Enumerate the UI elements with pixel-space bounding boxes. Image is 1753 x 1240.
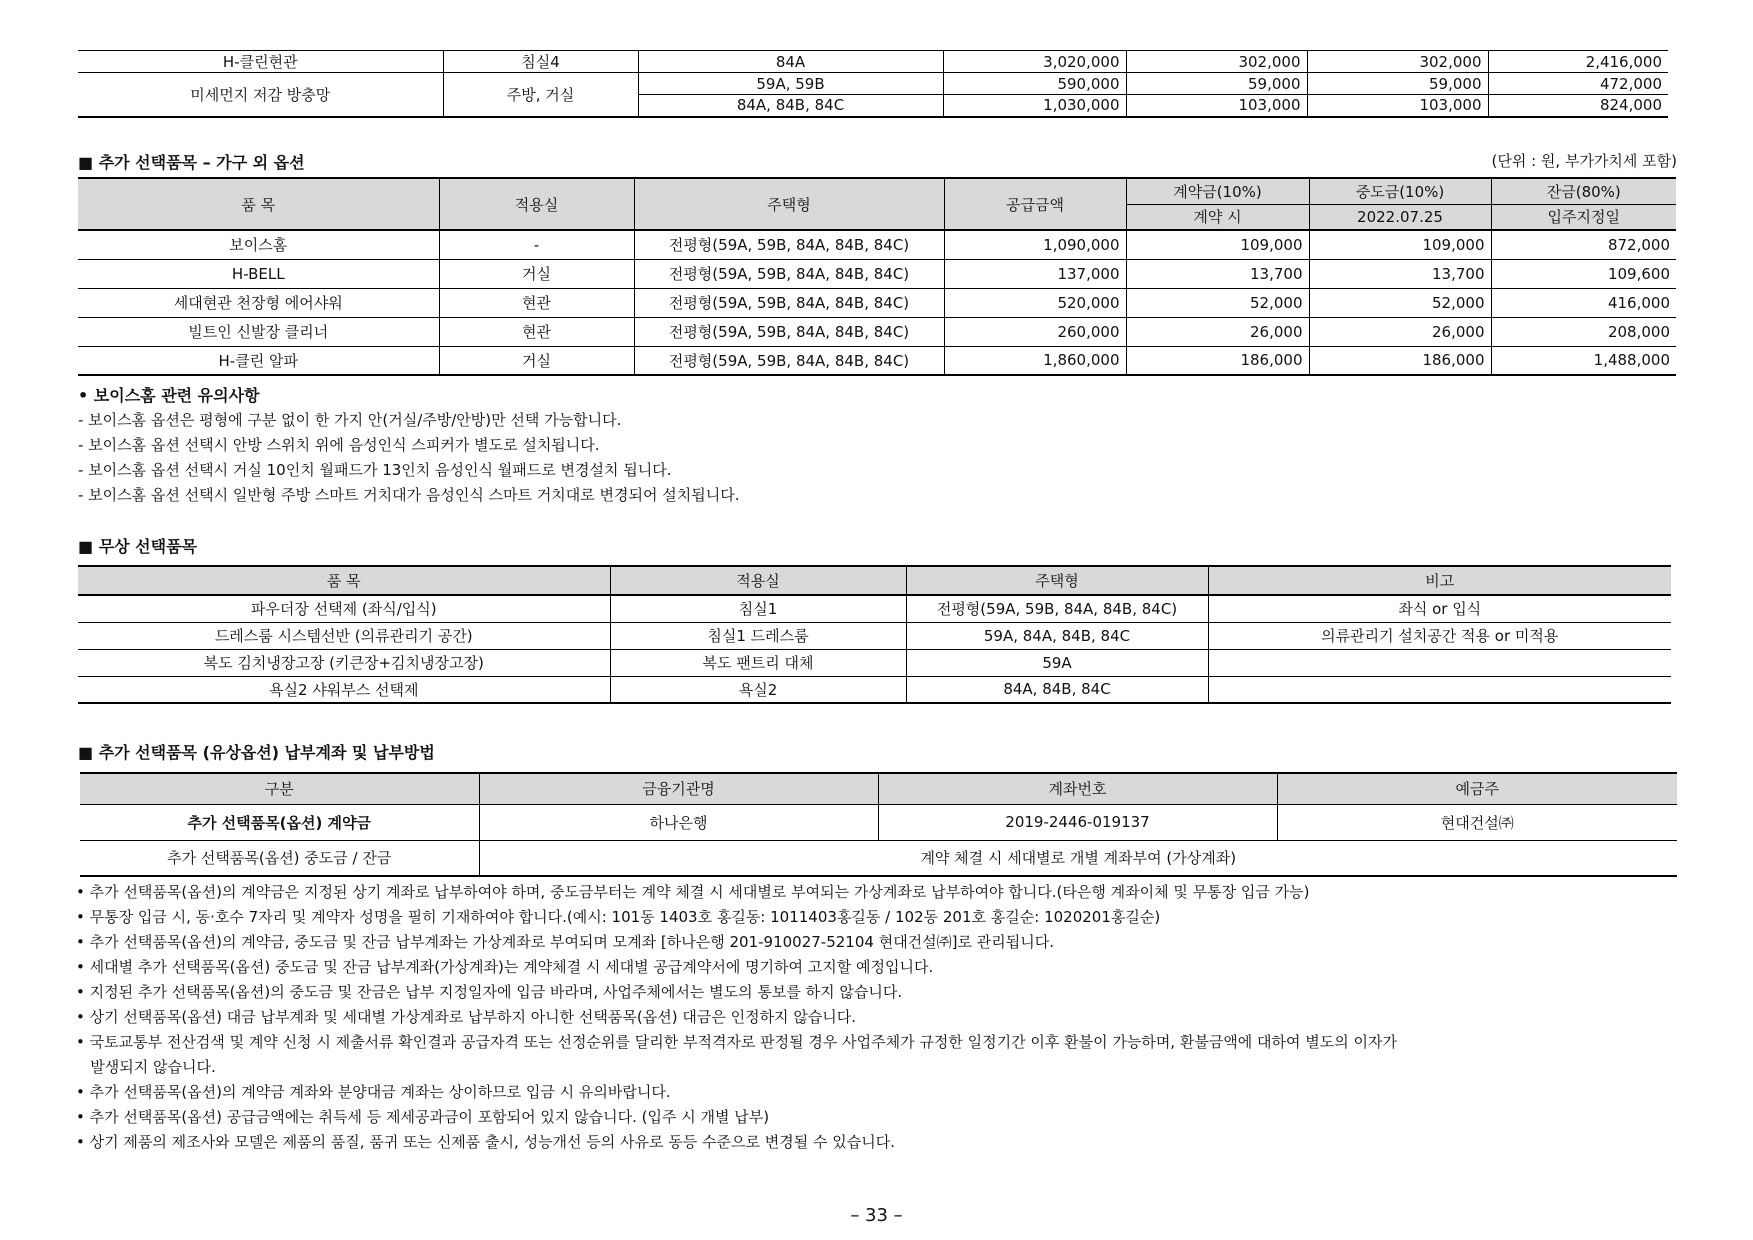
bullet-note: • 세대별 추가 선택품목(옵션) 중도금 및 잔금 납부계좌(가상계좌)는 계약체결 시 세대별 공급계약서에 명기하여 고지할 예정입니다. xyxy=(76,958,934,976)
middle-payment: 13,700 xyxy=(1309,259,1491,288)
unit-type: 전평형(59A, 59B, 84A, 84B, 84C) xyxy=(906,595,1208,622)
col-header-type: 주택형 xyxy=(634,178,944,230)
col-header-bank: 금융기관명 xyxy=(479,773,878,804)
note: 좌식 or 입식 xyxy=(1398,600,1482,619)
option-price-table-continued xyxy=(78,50,1668,118)
note xyxy=(1208,649,1671,676)
deposit: 52,000 xyxy=(1126,288,1309,317)
col-header-note: 비고 xyxy=(1208,566,1671,595)
table-row xyxy=(78,649,1671,676)
room: 거실 xyxy=(439,259,634,288)
section-title-extra-options: ■ 추가 선택품목 – 가구 외 옵션 xyxy=(78,153,305,172)
unit-type: 전평형(59A, 59B, 84A, 84B, 84C) xyxy=(634,259,944,288)
supply-price: 520,000 xyxy=(944,288,1126,317)
room: 침실1 xyxy=(610,595,906,622)
account-number: 2019-2446-019137 xyxy=(878,804,1277,840)
free-options-table xyxy=(78,565,1671,704)
room: 주방, 거실 xyxy=(443,73,638,117)
unit-type: 전평형(59A, 59B, 84A, 84B, 84C) xyxy=(634,346,944,375)
unit-type: 59A, 59B xyxy=(638,73,943,95)
bullet-note: • 상기 제품의 제조사와 모델은 제품의 품질, 품귀 또는 신제품 출시, 성능개선 등의 사유로 동등 수준으로 변경될 수 있습니다. xyxy=(76,1133,895,1151)
unit-type: 전평형(59A, 59B, 84A, 84B, 84C) xyxy=(634,230,944,259)
middle-payment: 302,000 xyxy=(1307,51,1488,73)
col-header-category: 구분 xyxy=(80,773,479,804)
balance: 109,600 xyxy=(1607,264,1670,283)
room: 현관 xyxy=(439,288,634,317)
deposit: 302,000 xyxy=(1126,51,1307,73)
item-name: 세대현관 천장형 에어샤워 xyxy=(78,288,439,317)
table-row xyxy=(78,317,1676,346)
room: 욕실2 xyxy=(610,676,906,703)
item-name: 빌트인 신발장 클리너 xyxy=(78,317,439,346)
table-row xyxy=(78,622,1671,649)
unit-type: 59A, 84A, 84B, 84C xyxy=(906,622,1208,649)
table-row xyxy=(78,595,1671,622)
bullet-note: • 추가 선택품목(옵션)의 계약금 계좌와 분양대금 계좌는 상이하므로 입금 시 유의바랍니다. xyxy=(76,1083,671,1101)
middle-payment: 59,000 xyxy=(1307,73,1488,95)
bullet-note: • 추가 선택품목(옵션)의 계약금은 지정된 상기 계좌로 납부하여야 하며, 중도금부터는 계약 체결 시 세대별로 부여되는 가상계좌로 납부하여야 합니다.(타은행 계좌이체 및 무통장 입금 가능) xyxy=(76,883,1310,901)
supply-price: 590,000 xyxy=(943,73,1126,95)
table-row xyxy=(78,346,1676,375)
col-header-room: 적용실 xyxy=(439,178,634,230)
unit-type: 84A xyxy=(638,51,943,73)
balance: 208,000 xyxy=(1607,322,1670,341)
unit-type: 전평형(59A, 59B, 84A, 84B, 84C) xyxy=(634,288,944,317)
middle-balance-category: 추가 선택품목(옵션) 중도금 / 잔금 xyxy=(80,840,479,876)
col-subheader-middle: 2022.07.25 xyxy=(1309,204,1491,230)
balance: 872,000 xyxy=(1607,235,1670,254)
middle-payment: 186,000 xyxy=(1309,346,1491,375)
balance: 824,000 xyxy=(1599,96,1662,115)
bullet-note: • 지정된 추가 선택품목(옵션)의 중도금 및 잔금은 납부 지정일자에 입금 바라며, 사업주체에서는 별도의 통보를 하지 않습니다. xyxy=(76,983,903,1001)
col-header-holder: 예금주 xyxy=(1277,773,1677,804)
middle-payment: 52,000 xyxy=(1309,288,1491,317)
voicehome-notes xyxy=(78,383,740,508)
table-row xyxy=(78,676,1671,703)
col-header-item: 품 목 xyxy=(78,566,610,595)
section-title-free-options: ■ 무상 선택품목 xyxy=(78,537,197,556)
supply-price: 137,000 xyxy=(944,259,1126,288)
deposit: 13,700 xyxy=(1126,259,1309,288)
middle-payment: 103,000 xyxy=(1307,95,1488,117)
col-header-deposit: 계약금(10%) xyxy=(1126,178,1309,204)
room: 거실 xyxy=(439,346,634,375)
table-header-row xyxy=(78,566,1671,595)
col-subheader-balance: 입주지정일 xyxy=(1491,204,1676,230)
room: 현관 xyxy=(439,317,634,346)
payment-account-table xyxy=(80,772,1677,877)
note xyxy=(1208,676,1671,703)
item-name: 욕실2 샤워부스 선택제 xyxy=(78,676,610,703)
note-line: - 보이스홈 옵션은 평형에 구분 없이 한 가지 안(거실/주방/안방)만 선택 가능합니다. xyxy=(78,411,622,429)
middle-payment: 26,000 xyxy=(1309,317,1491,346)
table-header-row xyxy=(78,178,1676,204)
room: 침실1 드레스룸 xyxy=(610,622,906,649)
item-name: H-BELL xyxy=(78,259,439,288)
deposit: 109,000 xyxy=(1126,230,1309,259)
unit-type: 84A, 84B, 84C xyxy=(906,676,1208,703)
unit-type: 84A, 84B, 84C xyxy=(638,95,943,117)
item-name: H-클린현관 xyxy=(78,51,443,73)
col-header-balance: 잔금(80%) xyxy=(1491,178,1676,204)
virtual-account-info: 계약 체결 시 세대별로 개별 계좌부여 (가상계좌) xyxy=(920,849,1237,868)
room: 복도 팬트리 대체 xyxy=(610,649,906,676)
page-number: – 33 – xyxy=(850,1205,903,1226)
col-header-item: 품 목 xyxy=(78,178,439,230)
payment-notes xyxy=(76,880,1397,1155)
notes-title: • 보이스홈 관련 유의사항 xyxy=(78,386,260,405)
col-header-room: 적용실 xyxy=(610,566,906,595)
unit-type: 59A xyxy=(906,649,1208,676)
room: 침실4 xyxy=(443,51,638,73)
col-subheader-deposit: 계약 시 xyxy=(1126,204,1309,230)
bank-name: 하나은행 xyxy=(479,804,878,840)
section-title-payment-accounts: ■ 추가 선택품목 (유상옵션) 납부계좌 및 납부방법 xyxy=(78,743,435,762)
table-row xyxy=(78,259,1676,288)
extra-options-table xyxy=(78,177,1676,376)
bullet-note: • 국토교통부 전산검색 및 계약 신청 시 제출서류 확인결과 공급자격 또는 선정순위를 달리한 부적격자로 판정될 경우 사업주체가 규정한 일정기간 이후 환불이 가능하며, 환불금액에 대하여 별도의 이자가 xyxy=(76,1033,1398,1051)
item-name: 드레스룸 시스템선반 (의류관리기 공간) xyxy=(78,622,610,649)
supply-price: 1,090,000 xyxy=(944,230,1126,259)
note-line: - 보이스홈 옵션 선택시 일반형 주방 스마트 거치대가 음성인식 스마트 거치대로 변경되어 설치됩니다. xyxy=(78,486,740,504)
deposit: 186,000 xyxy=(1126,346,1309,375)
table-row xyxy=(80,804,1677,840)
item-name: H-클린 알파 xyxy=(78,346,439,375)
col-header-price: 공급금액 xyxy=(944,178,1126,230)
account-holder: 현대건설㈜ xyxy=(1440,813,1514,832)
balance: 1,488,000 xyxy=(1593,351,1670,370)
bullet-note: • 추가 선택품목(옵션)의 계약금, 중도금 및 잔금 납부계좌는 가상계좌로 부여되며 모계좌 [하나은행 201-910027-52104 현대건설㈜]로 관리됩니다. xyxy=(76,933,1054,951)
middle-payment: 109,000 xyxy=(1309,230,1491,259)
note-line: - 보이스홈 옵션 선택시 안방 스위치 위에 음성인식 스피커가 별도로 설치됩니다. xyxy=(78,436,600,454)
bullet-note: • 추가 선택품목(옵션) 공급금액에는 취득세 등 제세공과금이 포함되어 있지 않습니다. (입주 시 개별 납부) xyxy=(76,1108,770,1126)
table-row xyxy=(78,51,1668,73)
table-row xyxy=(78,230,1676,259)
table-row xyxy=(78,73,1668,95)
col-header-middle: 중도금(10%) xyxy=(1309,178,1491,204)
deposit-category: 추가 선택품목(옵션) 계약금 xyxy=(80,804,479,840)
deposit: 59,000 xyxy=(1126,73,1307,95)
table-row xyxy=(80,840,1677,876)
balance: 2,416,000 xyxy=(1585,52,1662,71)
supply-price: 1,030,000 xyxy=(943,95,1126,117)
bullet-note: • 무통장 입금 시, 동·호수 7자리 및 계약자 성명을 필히 기재하여야 합니다.(예시: 101동 1403호 홍길동: 1011403홍길동 / 102동 201호 홍길순: 1020201홍길순) xyxy=(76,908,1161,926)
bullet-note: 발생되지 않습니다. xyxy=(76,1058,216,1076)
table-header-row xyxy=(80,773,1677,804)
table-row xyxy=(78,288,1676,317)
unit-note: (단위 : 원, 부가가치세 포함) xyxy=(1491,152,1677,170)
deposit: 103,000 xyxy=(1126,95,1307,117)
item-name: 파우더장 선택제 (좌식/입식) xyxy=(78,595,610,622)
supply-price: 260,000 xyxy=(944,317,1126,346)
supply-price: 3,020,000 xyxy=(943,51,1126,73)
balance: 472,000 xyxy=(1599,74,1662,93)
unit-type: 전평형(59A, 59B, 84A, 84B, 84C) xyxy=(634,317,944,346)
balance: 416,000 xyxy=(1607,293,1670,312)
item-name: 복도 김치냉장고장 (키큰장+김치냉장고장) xyxy=(78,649,610,676)
item-name: 미세먼지 저감 방충망 xyxy=(78,73,443,117)
item-name: 보이스홈 xyxy=(78,230,439,259)
note-line: - 보이스홈 옵션 선택시 거실 10인치 월패드가 13인치 음성인식 월패드로 변경설치 됩니다. xyxy=(78,461,672,479)
room: - xyxy=(439,230,634,259)
deposit: 26,000 xyxy=(1126,317,1309,346)
col-header-type: 주택형 xyxy=(906,566,1208,595)
supply-price: 1,860,000 xyxy=(944,346,1126,375)
bullet-note: • 상기 선택품목(옵션) 대금 납부계좌 및 세대별 가상계좌로 납부하지 아니한 선택품목(옵션) 대금은 인정하지 않습니다. xyxy=(76,1008,857,1026)
note: 의류관리기 설치공간 적용 or 미적용 xyxy=(1321,627,1559,645)
col-header-account: 계좌번호 xyxy=(878,773,1277,804)
